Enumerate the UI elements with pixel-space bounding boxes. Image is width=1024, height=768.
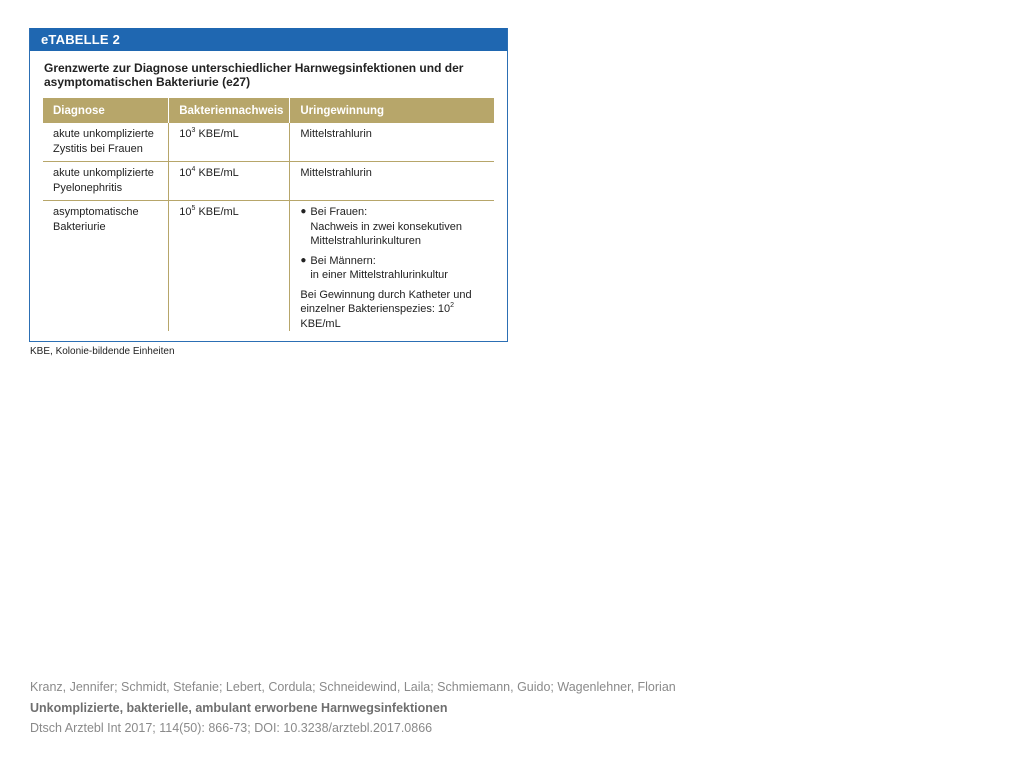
bullet-item [300,254,494,283]
diagnose-line: Zystitis bei Frauen [53,142,143,155]
header-diagnose: Diagnose [43,98,169,123]
bullet-line: Mittelstrahlurinkulturen [310,235,422,247]
cell-uringewinnung: Mittelstrahlurin [290,162,494,201]
bullet-item [300,205,494,249]
bullet-text [310,254,494,283]
count-exponent: 5 [191,205,196,212]
diagnose-line: akute unkomplizierte [53,128,154,140]
cell-bakteriennachweis [169,201,290,332]
header-uringewinnung: Uringewinnung [290,98,494,123]
table-row [43,123,494,162]
bullet-text [310,205,494,249]
note-line: Bei Gewinnung durch Katheter und [300,288,472,301]
count-exponent: 3 [191,127,196,134]
cell-diagnose [43,162,169,201]
table-row [43,162,494,201]
cell-bakteriennachweis [169,123,290,162]
cell-uringewinnung: Mittelstrahlurin [290,123,494,162]
cell-uringewinnung [290,201,494,332]
note-count-unit: KBE/mL [300,317,341,330]
bullet-dot-icon: ● [300,206,307,217]
diagnose-line: Bakteriurie [53,220,106,233]
cell-diagnose [43,123,169,162]
cell-diagnose [43,201,169,332]
caption-line-1: Grenzwerte zur Diagnose unterschiedlicher Harnwegsinfektionen und der [44,61,464,75]
bullet-line: Bei Frauen: [310,206,368,218]
count-base: 10 [179,128,192,140]
diagnose-line: Pyelonephritis [53,181,123,194]
table-row [43,201,494,332]
count-unit: KBE/mL [198,128,239,140]
table-figure [29,28,508,342]
bullet-line: Bei Männern: [310,254,376,267]
count-exponent: 4 [191,166,196,173]
count-unit: KBE/mL [198,167,239,179]
caption-line-2: asymptomatischen Bakteriurie (e27) [44,75,251,89]
catheter-note [300,288,494,332]
table-header-row [43,98,494,123]
note-count-base: einzelner Bakterienspezies: 10 [300,303,451,315]
figure-caption [44,61,484,89]
criteria-table [43,98,494,331]
header-bakteriennachweis: Bakteriennachweis [169,98,290,123]
bullet-line: in einer Mittelstrahlurinkultur [310,269,448,281]
note-line [300,302,494,331]
diagnose-line: akute unkomplizierte [53,167,154,179]
table-footnote: KBE, Kolonie-bildende Einheiten [30,346,175,357]
bullet-line: Nachweis in zwei konsekutiven [310,220,462,233]
reference-authors: Kranz, Jennifer; Schmidt, Stefanie; Lebert, Cordula; Schneidewind, Laila; Schmiemann, Guido; Wagenlehner, Florian [30,680,676,694]
bullet-dot-icon: ● [300,254,307,266]
note-count-exponent: 2 [450,302,455,309]
reference-title: Unkomplizierte, bakterielle, ambulant erworbene Harnwegsinfektionen [30,700,448,715]
reference-citation: Dtsch Arztebl Int 2017; 114(50): 866-73; DOI: 10.3238/arztebl.2017.0866 [30,721,433,735]
source-reference [30,677,676,739]
figure-label: eTABELLE 2 [30,28,507,51]
count-base: 10 [179,206,192,218]
cell-bakteriennachweis [169,162,290,201]
diagnose-line: asymptomatische [53,206,139,218]
count-unit: KBE/mL [198,206,239,218]
count-base: 10 [179,167,192,179]
